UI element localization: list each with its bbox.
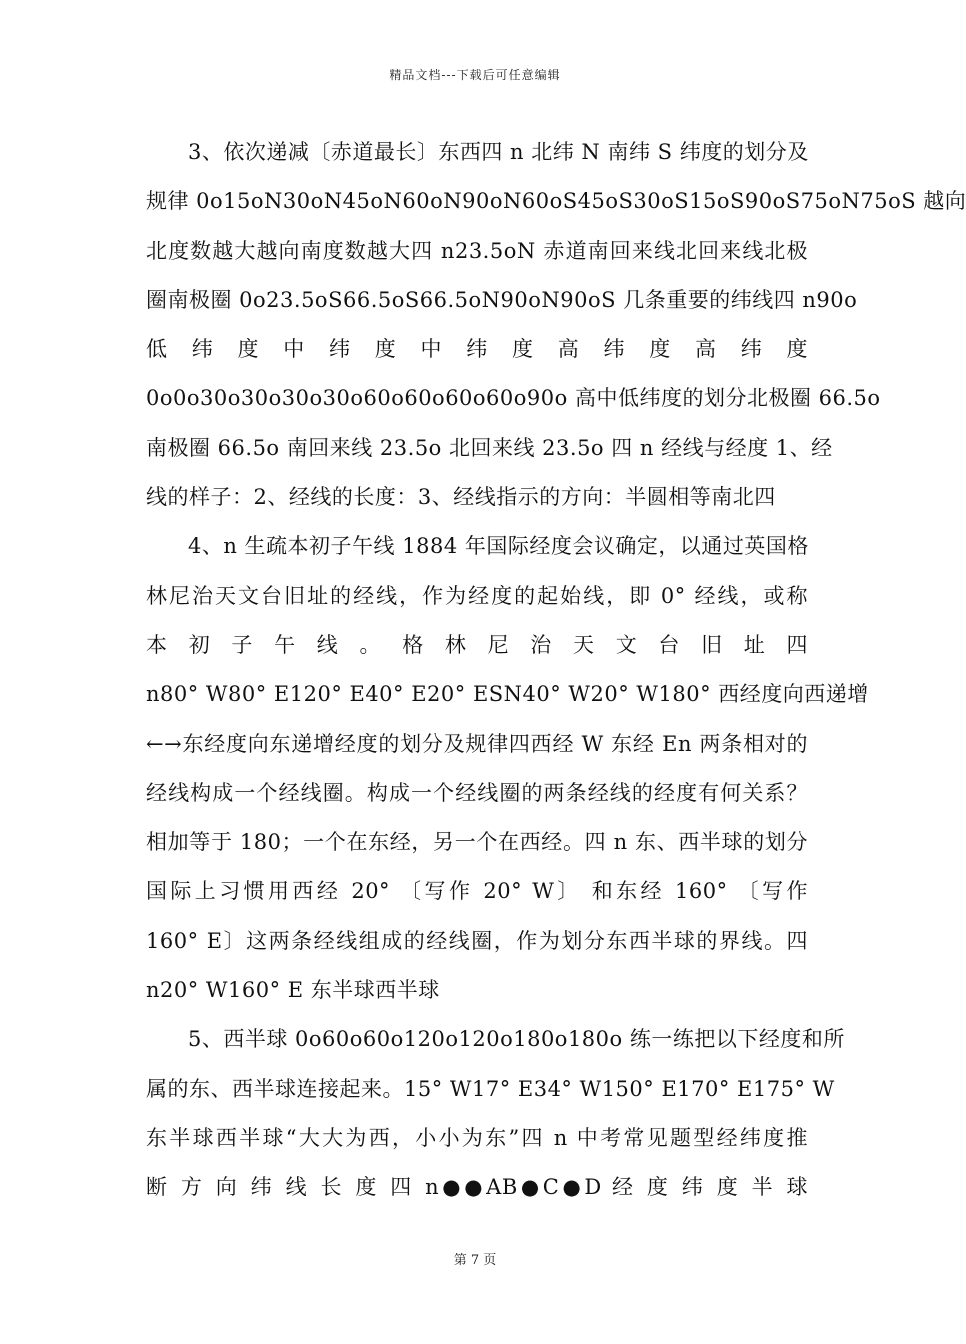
page-number: 第 7 页 [453,1253,497,1268]
text-line: 5、西半球 0o60o60o120o120o180o180o 练一练把以下经度和所 [188,1027,845,1052]
document-body [146,135,966,1220]
text-line: n80° W80° E120° E40° E20° ESN40° W20° W180° 西经度向西递增 [146,682,869,707]
text-line: 东半球西半球“大大为西，小小为东”四 n 中考常见题型经纬度推 [146,1125,808,1150]
text-line: 规律 0o15oN30oN45oN60oN90oN60oS45oS30oS15oS90oS75oN75oS 越向 [146,189,966,214]
text-line: 本 初 子 午 线 。 格 林 尼 治 天 文 台 旧 址 四 [146,632,808,657]
text-line: 圈南极圈 0o23.5oS66.5oS66.5oN90oN90oS 几条重要的纬线四 n90o [146,287,858,312]
text-line: ←→东经度向东递增经度的划分及规律四西经 W 东经 En 两条相对的 [146,731,808,756]
text-line: 经线构成一个经线圈。构成一个经线圈的两条经线的经度有何关系？ [146,780,808,805]
text-line: n20° W160° E 东半球西半球 [146,978,440,1003]
text-line: 4、n 生疏本初子午线 1884 年国际经度会议确定，以通过英国格 [188,534,809,559]
text-line: 北度数越大越向南度数越大四 n23.5oN 赤道南回来线北回来线北极 [146,238,808,263]
text-line: 线的样子：2、经线的长度：3、经线指示的方向：半圆相等南北四 [146,485,776,510]
text-line: 0o0o30o30o30o30o60o60o60o60o90o 高中低纬度的划分北极圈 66.5o [146,386,881,411]
text-line: 国际上习惯用西经 20° 〔写作 20° W〕 和东经 160° 〔写作 [146,879,808,904]
text-line: 南极圈 66.5o 南回来线 23.5o 北回来线 23.5o 四 n 经线与经度 1、经 [146,435,833,460]
text-line: 断 方 向 纬 线 长 度 四 n●●AB●C●D 经 度 纬 度 半 球 [146,1175,808,1200]
text-line: 相加等于 180；一个在东经，另一个在西经。四 n 东、西半球的划分 [146,830,808,855]
page-header: 精品文档---下载后可任意编辑 [389,68,561,82]
text-line: 3、依次递减〔赤道最长〕东西四 n 北纬 N 南纬 S 纬度的划分及 [188,140,809,164]
text-line: 属的东、西半球连接起来。15° W17° E34° W150° E170° E175° W [146,1076,835,1101]
text-line: 160° E〕这两条经线组成的经线圈，作为划分东西半球的界线。四 [146,928,808,953]
text-line: 低 纬 度 中 纬 度 中 纬 度 高 纬 度 高 纬 度 [146,337,808,362]
text-line: 林尼治天文台旧址的经线，作为经度的起始线，即 0° 经线，或称 [146,583,808,608]
